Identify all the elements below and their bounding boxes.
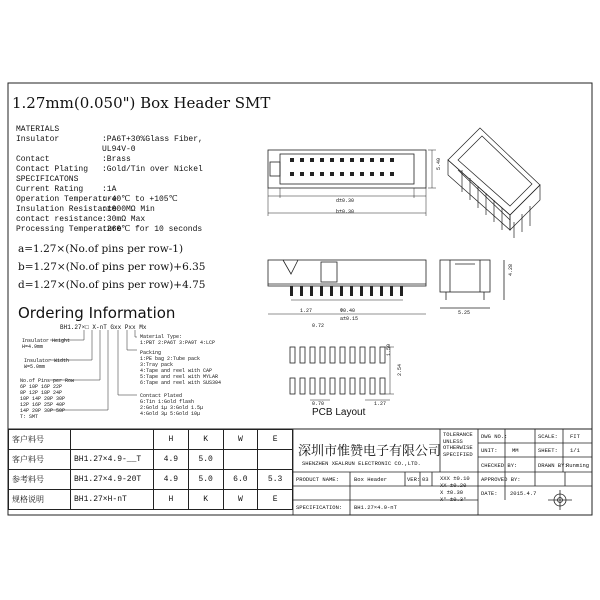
dim-side-428: 4.28: [508, 263, 514, 276]
type-smt: T: SMT: [20, 414, 39, 420]
specification-label: SPECIFICATION:: [296, 504, 343, 511]
tolerance-line: TOLERANCE: [443, 431, 473, 438]
contact-plated-option: 4:Gold 3μ 5:Gold 10μ: [140, 411, 201, 417]
specification-value: BH1.27×4.9-nT: [354, 504, 397, 511]
pins-row: 14P 20P 30P 50P: [20, 408, 66, 414]
date-value: 2015.4.7: [510, 490, 537, 497]
material-label: Contact: [16, 155, 50, 164]
spec-label: Current Rating: [16, 185, 84, 194]
checked-by-label: CHECKED BY:: [481, 462, 518, 469]
table-cell: E: [258, 490, 293, 510]
spec-value: :1000MΩ Min: [102, 205, 155, 214]
material-value: :Gold/Tin over Nickel: [102, 165, 203, 174]
formula-d: d=1.27×(No.of pins per row)+4.75: [18, 279, 206, 291]
pins-row: 8P 12P 18P 24P: [20, 390, 63, 396]
table-cell: W: [223, 430, 258, 450]
dim-top-b: b±0.30: [336, 209, 355, 215]
material-type-label: Material Type:: [140, 334, 183, 340]
table-cell: H: [154, 430, 189, 450]
pcb-dim-3: 0.70: [312, 401, 325, 407]
spec-label: Operation Temperature: [16, 195, 117, 204]
scale-value: FIT: [570, 433, 580, 440]
material-label: Contact Plating: [16, 165, 89, 174]
date-label: DATE:: [481, 490, 498, 497]
tolerance-value: X ±0.30: [440, 489, 464, 496]
spec-value: :1A: [102, 185, 117, 194]
unit-value: MM: [512, 447, 519, 454]
formula-b: b=1.27×(No.of pins per row)+6.35: [18, 261, 206, 273]
isometric-view: [448, 128, 540, 238]
pcb-layout-label: PCB Layout: [312, 407, 366, 418]
front-view-pins: [290, 286, 403, 296]
formula-a: a=1.27×(No.of pins per row-1): [18, 243, 184, 255]
spec-value: :-40℃ to +105℃: [102, 195, 178, 204]
drawn-by-label: DRAWN BY:: [538, 462, 568, 469]
insulator-width-label: Insulator Width: [24, 358, 70, 364]
side-view: [440, 260, 504, 308]
ver-value: 03: [422, 476, 429, 483]
packing-option: 5:Tape and reel with MYLAR: [140, 374, 219, 380]
material-type: [140, 334, 215, 346]
material-value: :PA6T+30%Glass Fiber,: [102, 135, 203, 144]
spec-value: :30mΩ Max: [102, 215, 146, 224]
insulator-height-label: Insulator Height: [22, 338, 71, 344]
table-cell: 6.0: [223, 470, 258, 490]
company-name-en: SHENZHEN XEALRUN ELECTRONIC CO.,LTD.: [302, 460, 421, 467]
packing-option: 3:Tray pack: [140, 362, 174, 368]
pins-per-row: [20, 378, 74, 420]
sheet-value: 1/1: [570, 447, 580, 454]
pins-row: 12P 16P 25P 40P: [20, 402, 66, 408]
material-value: UL94V-0: [102, 145, 136, 154]
ver-label: VER:: [407, 476, 421, 483]
dim-front-072: 0.72: [312, 323, 325, 329]
table-cell: BH1.27×4.9-20T: [71, 470, 154, 490]
table-cell: 4.9: [154, 450, 189, 470]
pins-heading: No.of Pins per Row: [20, 378, 75, 384]
table-cell: 参考料号: [9, 470, 71, 490]
sheet-label: SHEET:: [538, 447, 558, 454]
table-cell: 4.9: [154, 470, 189, 490]
table-row: [9, 490, 293, 510]
material-label: [16, 145, 102, 155]
top-view: [268, 150, 426, 188]
tolerance-values: [440, 475, 470, 503]
tolerance-line: OTHERWISE: [443, 444, 473, 451]
drawn-by-value: Runming: [566, 462, 590, 469]
product-name-label: PRODUCT NAME:: [296, 476, 339, 483]
part-number-table: [8, 429, 293, 510]
table-cell: K: [188, 490, 223, 510]
page-title: 1.27mm(0.050") Box Header SMT: [12, 94, 271, 112]
packing-option: 1:PE bag 2:Tube pack: [140, 356, 201, 362]
table-cell: H: [154, 490, 189, 510]
pcb-dim-4: 1.27: [374, 401, 387, 407]
specifications-heading: SPECIFICATONS: [16, 175, 79, 184]
front-view: [268, 260, 426, 286]
table-cell: 客户料号: [9, 430, 71, 450]
top-view-pins: [290, 158, 394, 176]
dim-top-width: d±0.30: [336, 198, 355, 204]
packing-options: [140, 350, 221, 386]
pcb-dim-1: 1.50: [386, 343, 392, 356]
dim-top-height: 5.40: [436, 157, 442, 170]
table-row: [9, 470, 293, 490]
contact-plated: [140, 393, 203, 417]
table-cell: 5.0: [188, 450, 223, 470]
material-label: Insulator: [16, 135, 60, 144]
tolerance-line: SPECIFIED: [443, 450, 473, 458]
insulator-height-value: H=4.9mm: [22, 344, 44, 350]
pins-row: 6P 10P 16P 22P: [20, 384, 63, 390]
packing-option: 4:Tape and reel with CAP: [140, 368, 213, 374]
tolerance-block: [443, 432, 473, 458]
tolerance-value: XXX ±0.10: [440, 475, 470, 482]
dim-front-a: a±0.15: [340, 316, 359, 322]
table-cell: [71, 430, 154, 450]
contact-plated-option: 2:Gold 1μ 3:Gold 1.5μ: [140, 405, 204, 411]
table-cell: E: [258, 430, 293, 450]
table-row: [9, 430, 293, 450]
packing-label: Packing: [140, 350, 162, 356]
dwg-no-label: DWG NO.:: [481, 433, 508, 440]
table-cell: K: [188, 430, 223, 450]
table-cell: 5.3: [258, 470, 293, 490]
spec-value: :260℃ for 10 seconds: [102, 225, 203, 234]
projection-symbol-icon: [550, 490, 570, 510]
dim-front-127: 1.27: [300, 308, 313, 314]
insulator-width: [24, 358, 69, 370]
materials-heading: MATERIALS: [16, 125, 60, 134]
spec-label: contact resistance: [16, 215, 103, 224]
ordering-code: BH1.27×□ X-nT Gxx Pxx Mx: [60, 324, 147, 331]
unit-label: UNIT:: [481, 447, 498, 454]
spec-label: Processing Temperature: [16, 225, 122, 234]
table-cell: 规格说明: [9, 490, 71, 510]
table-cell: W: [223, 490, 258, 510]
table-cell: [223, 450, 258, 470]
table-row: [9, 450, 293, 470]
insulator-height: [22, 338, 70, 350]
table-cell: 5.0: [188, 470, 223, 490]
insulator-width-value: W=5.0mm: [24, 364, 46, 370]
scale-label: SCALE:: [538, 433, 558, 440]
spec-label: Insulation Resistance: [16, 205, 117, 214]
contact-plated-option: G:Tin 1:Gold flash: [140, 399, 195, 405]
table-cell: 客户料号: [9, 450, 71, 470]
dimension-formulas: [18, 240, 205, 294]
dim-side-525: 5.25: [458, 310, 471, 316]
table-cell: [258, 450, 293, 470]
tolerance-value: X° ±0.3°: [440, 496, 467, 503]
packing-option: 6:Tape and reel with SUS304: [140, 380, 222, 386]
material-type-options: 1:PBT 2:PA6T 3:PA9T 4:LCP: [140, 340, 216, 346]
materials-section: [16, 125, 203, 235]
ordering-title: Ordering Information: [18, 304, 176, 322]
approved-by-label: APPROVED BY:: [481, 476, 521, 483]
contact-plated-label: Contact Plated: [140, 393, 183, 399]
material-value: :Brass: [102, 155, 131, 164]
tolerance-line: UNLESS: [443, 437, 463, 445]
tolerance-value: XX ±0.20: [440, 482, 467, 489]
table-cell: BH1.27×4.9-__T: [71, 450, 154, 470]
pcb-dim-2: 2.54: [397, 363, 403, 376]
dim-front-pitch: Φ0.40: [340, 308, 356, 314]
table-cell: BH1.27×H-nT: [71, 490, 154, 510]
company-name-cn: 深圳市惟赞电子有限公司: [298, 444, 442, 459]
product-name-value: Box Header: [354, 476, 388, 483]
pcb-layout-pads: [290, 347, 385, 394]
pins-row: 10P 14P 20P 30P: [20, 396, 66, 402]
